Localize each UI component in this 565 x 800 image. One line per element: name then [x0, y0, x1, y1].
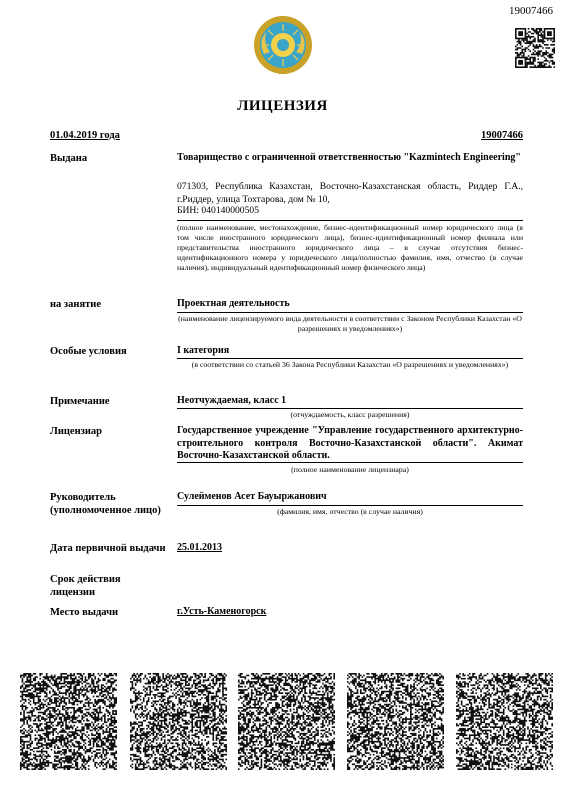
document-number-top: 19007466 [509, 5, 553, 17]
conditions-value: I категория [177, 345, 230, 356]
validity-label-line1: Срок действия [50, 574, 121, 585]
validity-label [50, 573, 175, 599]
qr-code-bottom [130, 673, 227, 770]
conditions-label: Особые условия [50, 346, 127, 357]
divider [177, 358, 523, 359]
activity-note: (наименование лицензируемого вида деятельности в соответствии с Законом Республики Казахстан «О разрешениях и уведомлениях») [178, 314, 522, 333]
issued-note: (полное наименование, местонахождение, бизнес-идентификационный номер юридического лица (в том числе иностранного юридического лица), бизнес-идентификационный номер филиала или представительства иностранного юридического лица – в случае отсутствия бизнес-идентификационного номера у юридического лица/полностью фамилия, имя, отчество (в случае наличия), индивидуальный идентификационный номер физического лица) [177, 223, 523, 272]
divider [177, 312, 523, 313]
document-title: ЛИЦЕНЗИЯ [237, 98, 328, 114]
head-label-line1: Руководитель [50, 492, 116, 503]
qr-code-bottom [238, 673, 335, 770]
head-label [50, 491, 175, 517]
divider [177, 505, 523, 506]
head-label-line2: (уполномоченное лицо) [50, 505, 161, 516]
place-value: г.Усть-Каменогорск [177, 606, 267, 617]
state-emblem-icon [252, 14, 314, 76]
divider [177, 220, 523, 221]
qr-code-bottom [456, 673, 553, 770]
head-note: (фамилия, имя, отчество (в случае наличия) [277, 507, 423, 516]
qr-code-top [515, 28, 555, 68]
issue-date: 01.04.2019 года [50, 130, 120, 141]
license-number: 19007466 [481, 130, 523, 141]
remark-note: (отчуждаемость, класс разрешения) [290, 410, 410, 419]
licensee-address: 071303, Республика Казахстан, Восточно-Казахстанская область, Риддер Г.А., г.Риддер, улица Тохтарова, дом № 10, [177, 181, 523, 205]
place-label: Место выдачи [50, 607, 119, 618]
qr-code-bottom [347, 673, 444, 770]
licensee-bin: БИН: 040140000505 [177, 205, 259, 216]
licensor-value: Государственное учреждение "Управление государственного архитектурно-строительного контроля Восточно-Казахстанской области". Акимат Восточно-Казахстанской области. [177, 425, 523, 461]
licensor-note: (полное наименование лицензиара) [291, 465, 409, 474]
first-issue-value: 25.01.2013 [177, 542, 222, 553]
divider [177, 462, 523, 463]
validity-label-line2: лицензии [50, 587, 96, 598]
divider [177, 408, 523, 409]
remark-value: Неотчуждаемая, класс 1 [177, 395, 287, 406]
qr-code-bottom [20, 673, 117, 770]
conditions-note: (в соответствии со статьей 36 Закона Республики Казахстан «О разрешениях и уведомлениях») [191, 360, 509, 369]
activity-value: Проектная деятельность [177, 298, 290, 309]
first-issue-label: Дата первичной выдачи [50, 543, 166, 554]
remark-label: Примечание [50, 396, 110, 407]
licensor-label: Лицензиар [50, 426, 102, 437]
head-value: Сулейменов Асет Бауыржанович [177, 491, 327, 502]
activity-label: на занятие [50, 299, 101, 310]
issued-label: Выдана [50, 153, 88, 164]
licensee-name: Товарищество с ограниченной ответственностью "Kazmintech Engineering" [177, 152, 521, 163]
